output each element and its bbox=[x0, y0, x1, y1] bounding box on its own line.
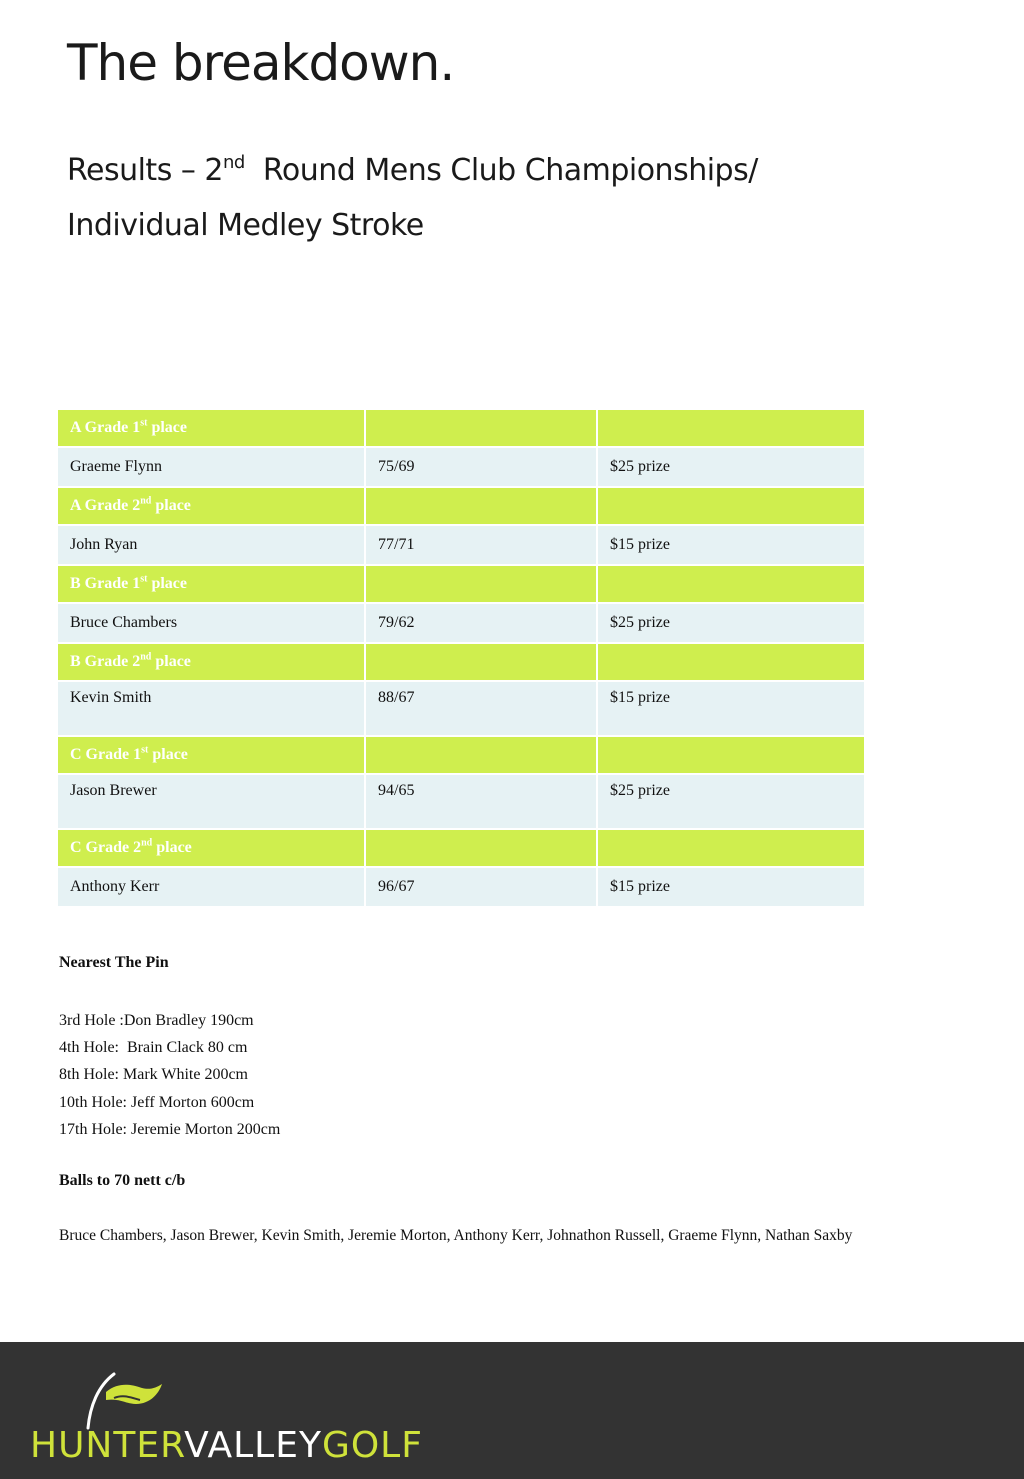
grade-label: A Grade 2nd place bbox=[58, 488, 364, 524]
player-name: Anthony Kerr bbox=[58, 868, 364, 906]
balls-names: Bruce Chambers, Jason Brewer, Kevin Smith, Jeremie Morton, Anthony Kerr, Johnathon Russell, Graeme Flynn, Nathan Saxby bbox=[59, 1227, 853, 1244]
nearest-pin-item: 8th Hole: Mark White 200cm bbox=[59, 1066, 248, 1084]
page-subtitle bbox=[67, 143, 767, 253]
grade-empty-cell bbox=[598, 644, 864, 680]
grade-header-row bbox=[58, 644, 864, 680]
grade-empty-cell bbox=[366, 830, 596, 866]
result-row bbox=[58, 604, 864, 642]
result-row bbox=[58, 868, 864, 906]
player-name: John Ryan bbox=[58, 526, 364, 564]
grade-empty-cell bbox=[366, 566, 596, 602]
nearest-pin-item: 17th Hole: Jeremie Morton 200cm bbox=[59, 1120, 281, 1138]
result-row bbox=[58, 448, 864, 486]
grade-label: B Grade 2nd place bbox=[58, 644, 364, 680]
grade-empty-cell bbox=[366, 410, 596, 446]
grade-label: B Grade 1st place bbox=[58, 566, 364, 602]
golf-flag-logo-icon bbox=[84, 1370, 174, 1430]
player-name: Kevin Smith bbox=[58, 682, 364, 735]
grade-empty-cell bbox=[366, 644, 596, 680]
nearest-pin-item: 10th Hole: Jeff Morton 600cm bbox=[59, 1093, 255, 1111]
page-title: The breakdown. bbox=[67, 34, 455, 92]
grade-empty-cell bbox=[598, 488, 864, 524]
player-prize: $25 prize bbox=[598, 604, 864, 642]
subtitle-prefix: Results – 2 bbox=[67, 153, 223, 188]
results-table bbox=[56, 408, 866, 908]
grade-header-row bbox=[58, 488, 864, 524]
player-score: 96/67 bbox=[366, 868, 596, 906]
subtitle-rest: Round Mens Club Championships/ Individual Medley Stroke bbox=[67, 153, 767, 243]
logo-word-hunter: HUNTER bbox=[30, 1425, 185, 1466]
subtitle-ordinal: nd bbox=[222, 152, 245, 173]
player-score: 75/69 bbox=[366, 448, 596, 486]
result-row bbox=[58, 682, 864, 735]
grade-header-row bbox=[58, 737, 864, 773]
logo-word-valley: VALLEY bbox=[184, 1425, 322, 1466]
player-score: 88/67 bbox=[366, 682, 596, 735]
grade-label: A Grade 1st place bbox=[58, 410, 364, 446]
result-row bbox=[58, 526, 864, 564]
player-prize: $15 prize bbox=[598, 526, 864, 564]
result-row bbox=[58, 775, 864, 828]
nearest-pin-item: 3rd Hole :Don Bradley 190cm bbox=[59, 1012, 254, 1029]
grade-header-row bbox=[58, 566, 864, 602]
player-name: Bruce Chambers bbox=[58, 604, 364, 642]
grade-empty-cell bbox=[598, 830, 864, 866]
logo-word-golf: GOLF bbox=[321, 1425, 423, 1466]
grade-header-row bbox=[58, 830, 864, 866]
player-name: Jason Brewer bbox=[58, 775, 364, 828]
player-name: Graeme Flynn bbox=[58, 448, 364, 486]
player-score: 94/65 bbox=[366, 775, 596, 828]
player-prize: $15 prize bbox=[598, 682, 864, 735]
grade-empty-cell bbox=[366, 737, 596, 773]
grade-empty-cell bbox=[598, 566, 864, 602]
nearest-pin-heading: Nearest The Pin bbox=[59, 954, 169, 971]
hunter-valley-golf-logo bbox=[30, 1425, 423, 1466]
grade-empty-cell bbox=[598, 737, 864, 773]
player-score: 79/62 bbox=[366, 604, 596, 642]
player-prize: $15 prize bbox=[598, 868, 864, 906]
nearest-pin-item: 4th Hole: Brain Clack 80 cm bbox=[59, 1039, 248, 1057]
grade-empty-cell bbox=[598, 410, 864, 446]
balls-heading: Balls to 70 nett c/b bbox=[59, 1172, 186, 1189]
grade-label: C Grade 2nd place bbox=[58, 830, 364, 866]
nearest-pin-list bbox=[59, 1007, 280, 1143]
grade-label: C Grade 1st place bbox=[58, 737, 364, 773]
player-prize: $25 prize bbox=[598, 448, 864, 486]
player-score: 77/71 bbox=[366, 526, 596, 564]
grade-header-row bbox=[58, 410, 864, 446]
player-prize: $25 prize bbox=[598, 775, 864, 828]
grade-empty-cell bbox=[366, 488, 596, 524]
